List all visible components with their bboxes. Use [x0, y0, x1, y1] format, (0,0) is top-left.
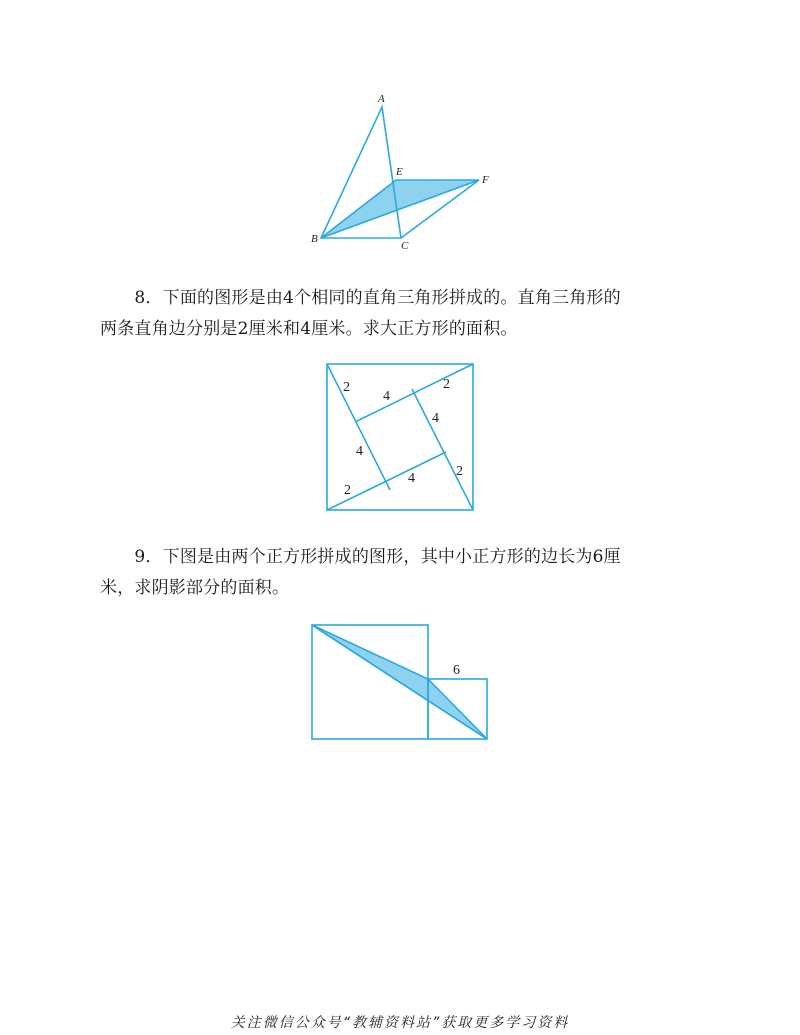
point-label-b: B: [311, 233, 318, 245]
question-9-line-1: 9．下图是由两个正方形拼成的图形，其中小正方形的边长为6厘: [100, 547, 621, 567]
triangle-side-4: [327, 452, 446, 510]
point-label-f: F: [482, 174, 489, 186]
question-9-line-2: 米，求阴影部分的面积。: [100, 578, 290, 598]
small-square-side-label: 6: [453, 663, 460, 678]
question-9-text: [100, 542, 700, 604]
side-label-8: 4: [408, 471, 415, 486]
side-label-3: 2: [443, 377, 450, 392]
question-8-line-2: 两条直角边分别是2厘米和4厘米。求大正方形的面积。: [100, 319, 518, 339]
question-8-text: [100, 283, 700, 345]
side-label-6: 2: [456, 464, 463, 479]
figure-triangle-abc: [300, 88, 510, 258]
side-label-2: 4: [383, 389, 390, 404]
side-label-5: 4: [356, 444, 363, 459]
point-label-c: C: [401, 240, 409, 252]
figure-two-squares: [305, 618, 500, 748]
question-8-line-1: 8．下面的图形是由4个相同的直角三角形拼成的。直角三角形的: [100, 288, 621, 308]
triangle-side-1: [327, 364, 390, 490]
figure-pinwheel-square: [320, 358, 480, 518]
footer-note: 关注微信公众号“教辅资料站”获取更多学习资料: [230, 1015, 570, 1031]
side-label-4: 4: [432, 411, 439, 426]
point-label-a: A: [378, 93, 385, 105]
diagonal-line: [312, 625, 487, 739]
point-label-e: E: [396, 166, 403, 178]
side-label-7: 2: [344, 483, 351, 498]
triangle-side-3: [412, 389, 473, 510]
side-label-1: 2: [343, 380, 350, 395]
